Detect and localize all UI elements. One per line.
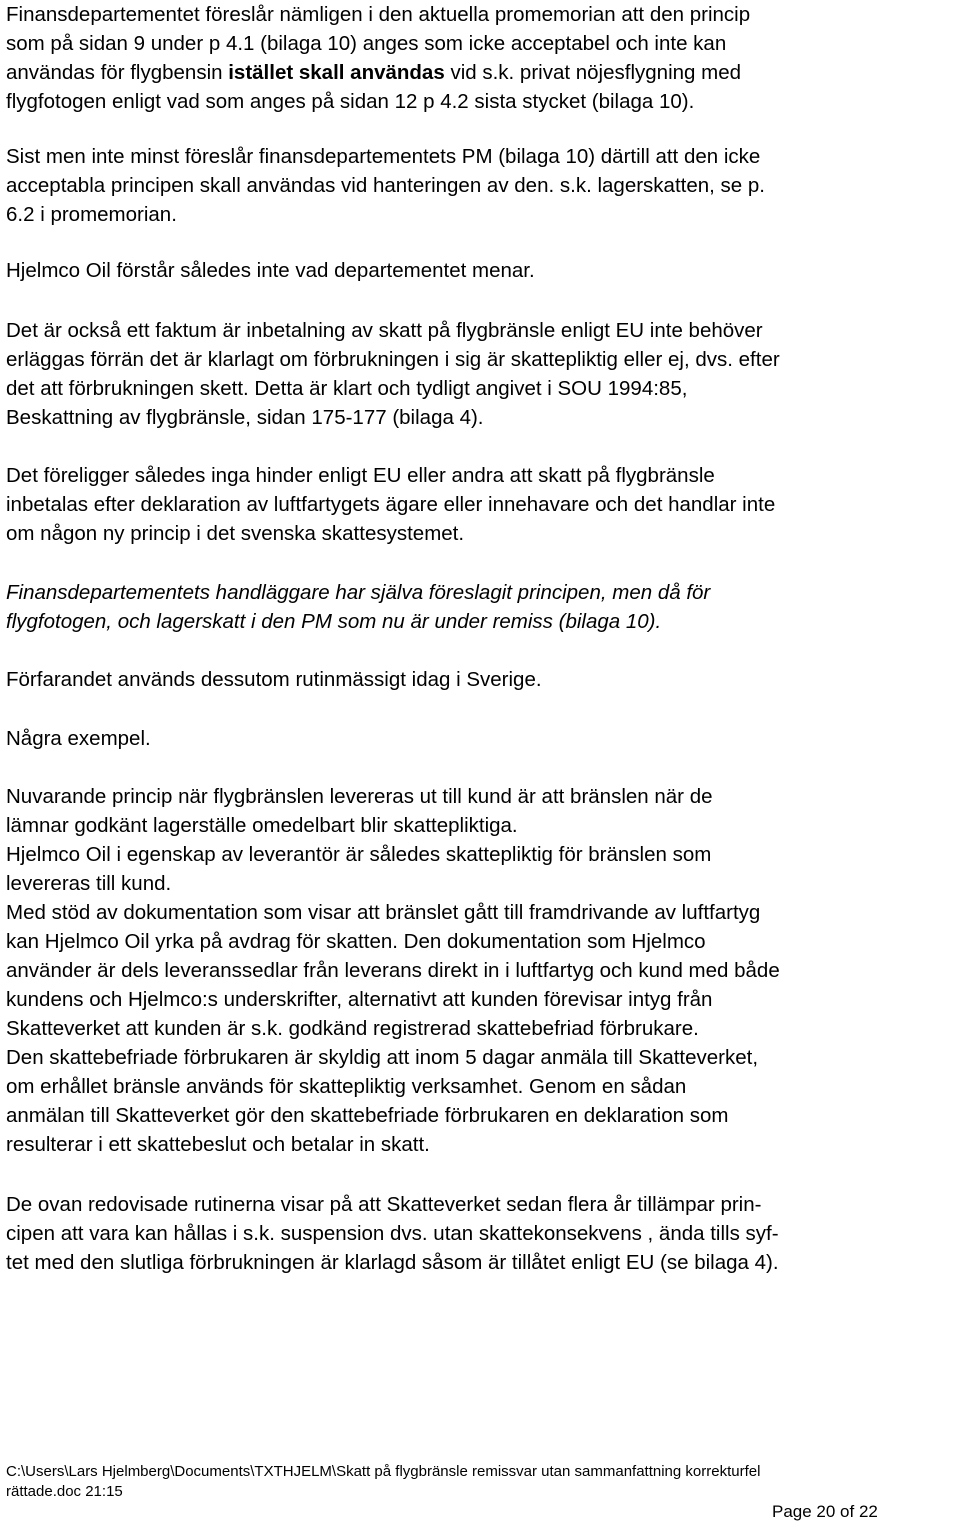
line: Några exempel. — [6, 727, 151, 750]
line: erläggas förrän det är klarlagt om förbrukningen i sig är skattepliktig eller ej, dvs. efter — [6, 348, 780, 371]
text-segment: vid s.k. privat nöjesflygning med — [444, 61, 741, 84]
line: Den skattebefriade förbrukaren är skyldig att inom 5 dagar anmäla till Skatteverket, — [6, 1046, 759, 1069]
text-segment: användas för flygbensin — [6, 61, 229, 84]
paragraph-10 — [6, 1190, 779, 1277]
paragraph-5 — [6, 461, 775, 548]
paragraph-1 — [6, 0, 750, 116]
line: kundens och Hjelmco:s underskrifter, alternativt att kunden förevisar intyg från — [6, 988, 713, 1011]
paragraph-7 — [6, 665, 542, 694]
paragraph-3 — [6, 256, 535, 285]
line: använder är dels leveranssedlar från leverans direkt in i luftfartyg och kund med både — [6, 959, 780, 982]
line: acceptabla principen skall användas vid hanteringen av den. s.k. lagerskatten, se p. — [6, 174, 765, 197]
line: Hjelmco Oil förstår således inte vad departementet menar. — [6, 259, 535, 282]
line: cipen att vara kan hållas i s.k. suspension dvs. utan skattekonsekvens , ända tills syf- — [6, 1222, 779, 1245]
line: Finansdepartementets handläggare har själva föreslagit principen, men då för — [6, 581, 711, 604]
paragraph-4 — [6, 316, 780, 432]
bold-emphasis: istället skall användas — [228, 61, 445, 84]
line: Beskattning av flygbränsle, sidan 175-177 (bilaga 4). — [6, 406, 484, 429]
page-number: Page 20 of 22 — [772, 1502, 878, 1521]
line: Hjelmco Oil i egenskap av leverantör är således skattepliktig för bränslen som — [6, 843, 712, 866]
line: levereras till kund. — [6, 872, 172, 895]
line: tet med den slutliga förbrukningen är klarlagd såsom är tillåtet enligt EU (se bilaga 4). — [6, 1251, 779, 1274]
footer-path-line: C:\Users\Lars Hjelmberg\Documents\TXTHJELM\Skatt på flygbränsle remissvar utan sammanfattning korrekturfel — [6, 1463, 761, 1480]
line: De ovan redovisade rutinerna visar på att Skatteverket sedan flera år tillämpar prin- — [6, 1193, 762, 1216]
line: kan Hjelmco Oil yrka på avdrag för skatten. Den dokumentation som Hjelmco — [6, 930, 706, 953]
footer-file-path — [6, 1462, 936, 1502]
line: om någon ny princip i det svenska skattesystemet. — [6, 522, 465, 545]
line: om erhållet bränsle används för skattepliktig verksamhet. Genom en sådan — [6, 1075, 687, 1098]
footer-path-line: rättade.doc 21:15 — [6, 1483, 123, 1500]
line: Finansdepartementet föreslår nämligen i den aktuella promemorian att den princip — [6, 3, 751, 26]
line: 6.2 i promemorian. — [6, 203, 177, 226]
line: Nuvarande princip när flygbränslen levereras ut till kund är att bränslen när de — [6, 785, 713, 808]
line: resulterar i ett skattebeslut och betalar in skatt. — [6, 1133, 430, 1156]
line: Det är också ett faktum är inbetalning av skatt på flygbränsle enligt EU inte behöver — [6, 319, 763, 342]
paragraph-8 — [6, 724, 151, 753]
line: Det föreligger således inga hinder enligt EU eller andra att skatt på flygbränsle — [6, 464, 715, 487]
line: Sist men inte minst föreslår finansdepartementets PM (bilaga 10) därtill att den icke — [6, 145, 761, 168]
line: det att förbrukningen skett. Detta är klart och tydligt angivet i SOU 1994:85, — [6, 377, 688, 400]
paragraph-9 — [6, 782, 780, 1159]
line: inbetalas efter deklaration av luftfartygets ägare eller innehavare och det handlar inte — [6, 493, 776, 516]
line: anmälan till Skatteverket gör den skattebefriade förbrukaren en deklaration som — [6, 1104, 729, 1127]
line: Med stöd av dokumentation som visar att bränslet gått till framdrivande av luftfartyg — [6, 901, 761, 924]
paragraph-2 — [6, 142, 765, 229]
paragraph-6-italic — [6, 578, 710, 636]
line: som på sidan 9 under p 4.1 (bilaga 10) anges som icke acceptabel och inte kan — [6, 32, 727, 55]
line: flygfotogen, och lagerskatt i den PM som nu är under remiss (bilaga 10). — [6, 610, 662, 633]
line: flygfotogen enligt vad som anges på sidan 12 p 4.2 sista stycket (bilaga 10). — [6, 90, 695, 113]
line: lämnar godkänt lagerställe omedelbart blir skattepliktiga. — [6, 814, 518, 837]
line: Skatteverket att kunden är s.k. godkänd registrerad skattebefriad förbrukare. — [6, 1017, 699, 1040]
line — [6, 58, 750, 87]
line: Förfarandet används dessutom rutinmässigt idag i Sverige. — [6, 668, 542, 691]
